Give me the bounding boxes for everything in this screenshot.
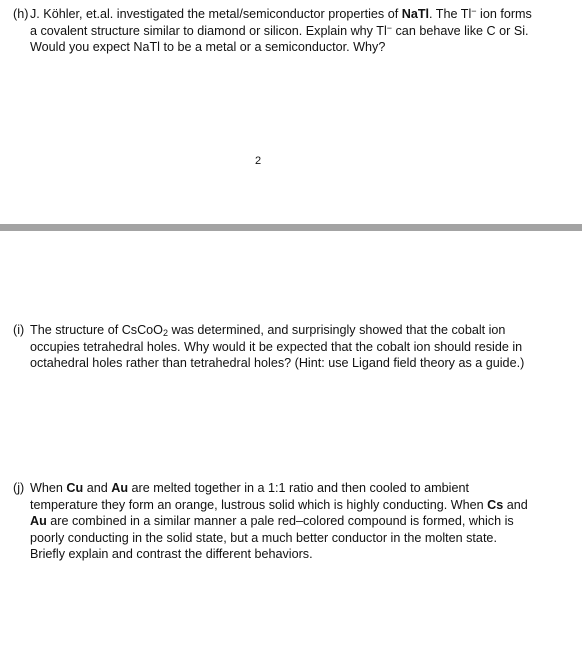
text-segment: and — [83, 481, 112, 495]
question-text — [30, 6, 533, 56]
text-segment: and — [503, 497, 528, 512]
text-segment: was determined, and surprisingly showed that the cobalt ion occupies tetrahedral holes. Why would it be expected that the cobalt ion should reside in octahedral holes rather than tetrahedral holes? (Hint: use Ligand field theory as a guide.) — [30, 323, 525, 370]
text-segment: . The Tl — [429, 7, 472, 21]
question-label: (j) — [13, 481, 25, 495]
text-segment: The structure of CsCoO — [30, 323, 163, 337]
question-text — [30, 322, 533, 372]
bold-term: Au — [30, 514, 47, 528]
question-h — [13, 6, 533, 56]
superscript: − — [471, 6, 477, 16]
bold-term: Cu — [66, 481, 84, 495]
question-i — [13, 322, 533, 372]
page-number: 2 — [254, 155, 262, 167]
bold-term: NaTl — [401, 7, 430, 21]
question-j — [13, 480, 533, 563]
text-segment: are combined in a similar manner a pale red–colored compound is formed, which is poorly conducting in the solid state, but a much better conductor in the molten state. Briefly explain and contrast the different behaviors. — [30, 514, 514, 561]
page-break-divider — [0, 224, 582, 231]
text-segment: are melted together in a 1:1 ratio and then cooled to ambient temperature they form an orange, lustrous solid which is highly conducting. When — [30, 481, 488, 512]
bold-term: Cs — [487, 497, 504, 512]
subscript: 2 — [162, 328, 168, 338]
bold-term: Au — [111, 481, 129, 495]
question-label: (i) — [13, 323, 25, 337]
text-segment: can behave like C or Si. Would you expect NaTl to be a metal or a semiconductor. Why? — [30, 23, 529, 54]
question-text — [30, 480, 533, 563]
text-segment: ion forms a covalent structure similar to diamond or silicon. Explain why Tl — [30, 7, 532, 38]
superscript: − — [386, 22, 393, 33]
text-segment: When — [30, 481, 67, 495]
question-label: (h) — [13, 7, 29, 21]
text-segment: J. Köhler, et.al. investigated the metal/semiconductor properties of — [30, 7, 402, 21]
